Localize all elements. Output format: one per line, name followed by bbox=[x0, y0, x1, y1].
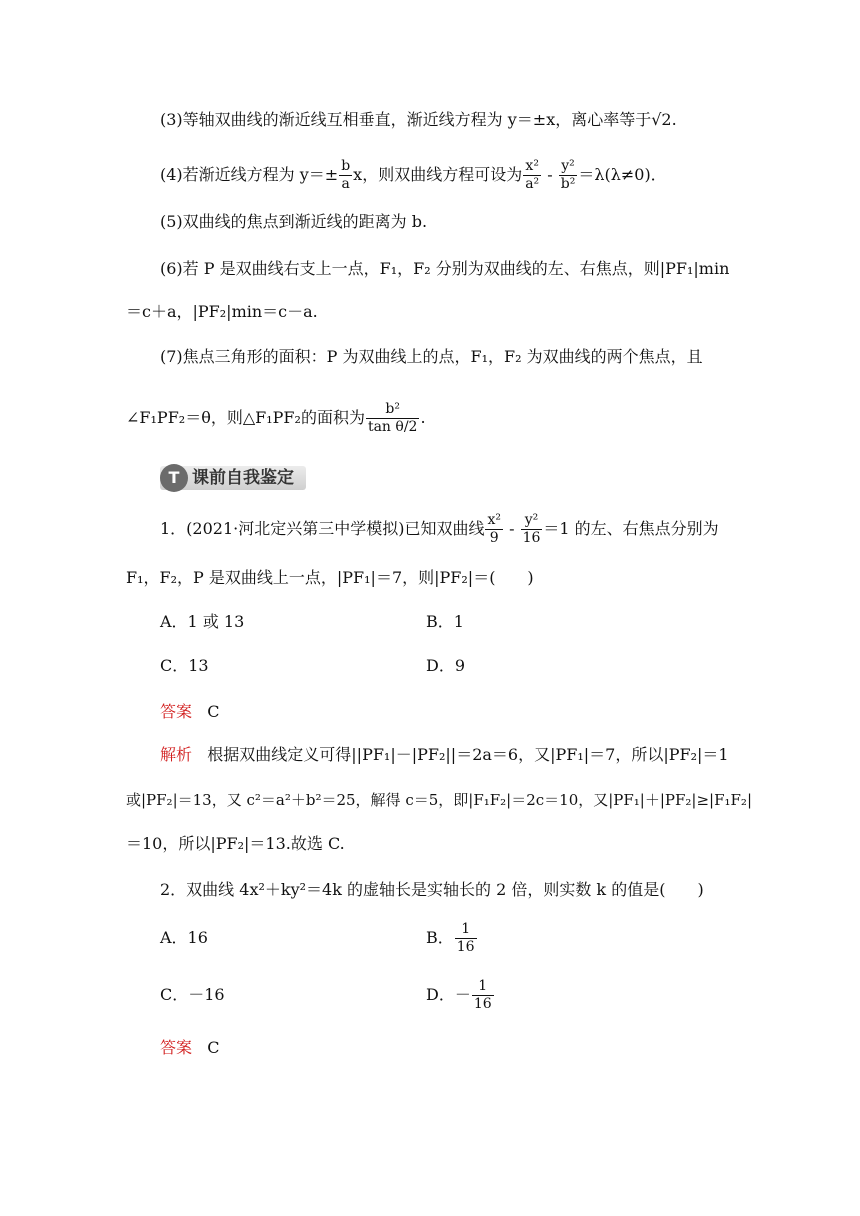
frac-num: b² bbox=[366, 401, 420, 419]
option-prefix: B． bbox=[426, 928, 454, 947]
frac-den: b² bbox=[560, 176, 576, 192]
fraction-1-over-16 bbox=[472, 978, 494, 1013]
q1-answer bbox=[160, 702, 220, 722]
frac-num: 1 bbox=[472, 978, 494, 996]
item-7-line-1: (7)焦点三角形的面积：P 为双曲线上的点，F₁，F₂ 为双曲线的两个焦点，且 bbox=[160, 347, 703, 366]
frac-num: y² bbox=[521, 512, 543, 530]
q1-option-c: C．13 bbox=[160, 656, 209, 675]
answer-value: C bbox=[207, 702, 220, 721]
fraction-x2-over-a2 bbox=[523, 158, 541, 193]
frac-num: b bbox=[341, 158, 351, 174]
q1-stem-b: ＝1 的左、右焦点分别为 bbox=[543, 519, 719, 538]
fraction-y2-over-16 bbox=[521, 512, 543, 547]
frac-den: 16 bbox=[473, 996, 492, 1012]
item-4-text-b: x，则双曲线方程可设为 bbox=[353, 165, 523, 184]
frac-den: a bbox=[341, 176, 350, 192]
q1-analysis-line-3: ＝10，所以|PF₂|＝13.故选 C. bbox=[126, 834, 345, 853]
q1-analysis-line-1 bbox=[160, 745, 729, 765]
item-4-text-c: ＝λ(λ≠0)． bbox=[578, 165, 667, 184]
q2-answer bbox=[160, 1038, 220, 1058]
q1-option-d: D．9 bbox=[426, 656, 466, 675]
answer-label: 答案 bbox=[160, 1038, 193, 1057]
q1-stem-line-2: F₁，F₂，P 是双曲线上一点，|PF₁|＝7，则|PF₂|＝( ) bbox=[126, 568, 534, 587]
frac-num: y² bbox=[559, 158, 578, 176]
analysis-text-1: 根据双曲线定义可得||PF₁|－|PF₂||＝2a＝6，又|PF₁|＝7，所以|PF₂|＝1 bbox=[207, 745, 729, 764]
q2-option-b bbox=[426, 920, 478, 956]
answer-value: C bbox=[207, 1038, 220, 1057]
frac-den: a² bbox=[525, 176, 540, 192]
frac-num: x² bbox=[523, 158, 541, 176]
item-7-text: ∠F₁PF₂＝θ，则△F₁PF₂的面积为 bbox=[126, 408, 365, 427]
frac-den: 16 bbox=[522, 530, 541, 546]
frac-den: 9 bbox=[489, 530, 499, 546]
section-badge bbox=[160, 464, 306, 492]
frac-den: tan θ/2 bbox=[367, 419, 418, 435]
fraction-x2-over-9 bbox=[485, 512, 503, 547]
frac-den: 16 bbox=[456, 939, 475, 955]
frac-num: 1 bbox=[455, 921, 477, 939]
item-4-text-a: (4)若渐近线方程为 y＝± bbox=[160, 165, 339, 184]
fraction-y2-over-b2 bbox=[559, 158, 578, 193]
option-prefix: D．－ bbox=[426, 985, 471, 1004]
item-7-line-2 bbox=[126, 388, 426, 448]
item-4 bbox=[160, 158, 667, 193]
item-6-line-1: (6)若 P 是双曲线右支上一点，F₁，F₂ 分别为双曲线的左、右焦点，则|PF₁|min bbox=[160, 259, 730, 278]
fraction-area bbox=[366, 401, 420, 436]
minus-sign: - bbox=[504, 519, 520, 538]
item-3: (3)等轴双曲线的渐近线互相垂直，渐近线方程为 y＝±x，离心率等于√2. bbox=[160, 110, 677, 129]
q2-option-a: A．16 bbox=[160, 928, 208, 947]
q2-option-d bbox=[426, 977, 495, 1013]
fraction-1-over-16 bbox=[455, 921, 477, 956]
item-5: (5)双曲线的焦点到渐近线的距离为 b. bbox=[160, 212, 428, 231]
section-title: 课前自我鉴定 bbox=[192, 468, 294, 488]
q1-option-b: B．1 bbox=[426, 612, 464, 631]
fraction-b-over-a bbox=[339, 158, 352, 193]
q1-stem-line-1 bbox=[160, 512, 719, 547]
item-6-line-2: ＝c＋a，|PF₂|min＝c－a. bbox=[126, 302, 318, 321]
q2-stem: 2．双曲线 4x²＋ky²＝4k 的虚轴长是实轴长的 2 倍，则实数 k 的值是( ) bbox=[160, 880, 704, 899]
minus-sign: - bbox=[542, 165, 558, 184]
answer-label: 答案 bbox=[160, 702, 193, 721]
analysis-label: 解析 bbox=[160, 745, 193, 764]
q1-stem-a: 1．(2021·河北定兴第三中学模拟)已知双曲线 bbox=[160, 519, 485, 538]
q1-analysis-line-2: 或|PF₂|＝13，又 c²＝a²＋b²＝25，解得 c＝5，即|F₁F₂|＝2c＝10，又|PF₁|＋|PF₂|≥|F₁F₂| bbox=[126, 791, 753, 809]
t-icon: T bbox=[160, 464, 188, 492]
period: . bbox=[420, 408, 426, 427]
q1-option-a: A．1 或 13 bbox=[160, 612, 245, 631]
frac-num: x² bbox=[487, 512, 501, 528]
q2-option-c: C．－16 bbox=[160, 985, 225, 1004]
